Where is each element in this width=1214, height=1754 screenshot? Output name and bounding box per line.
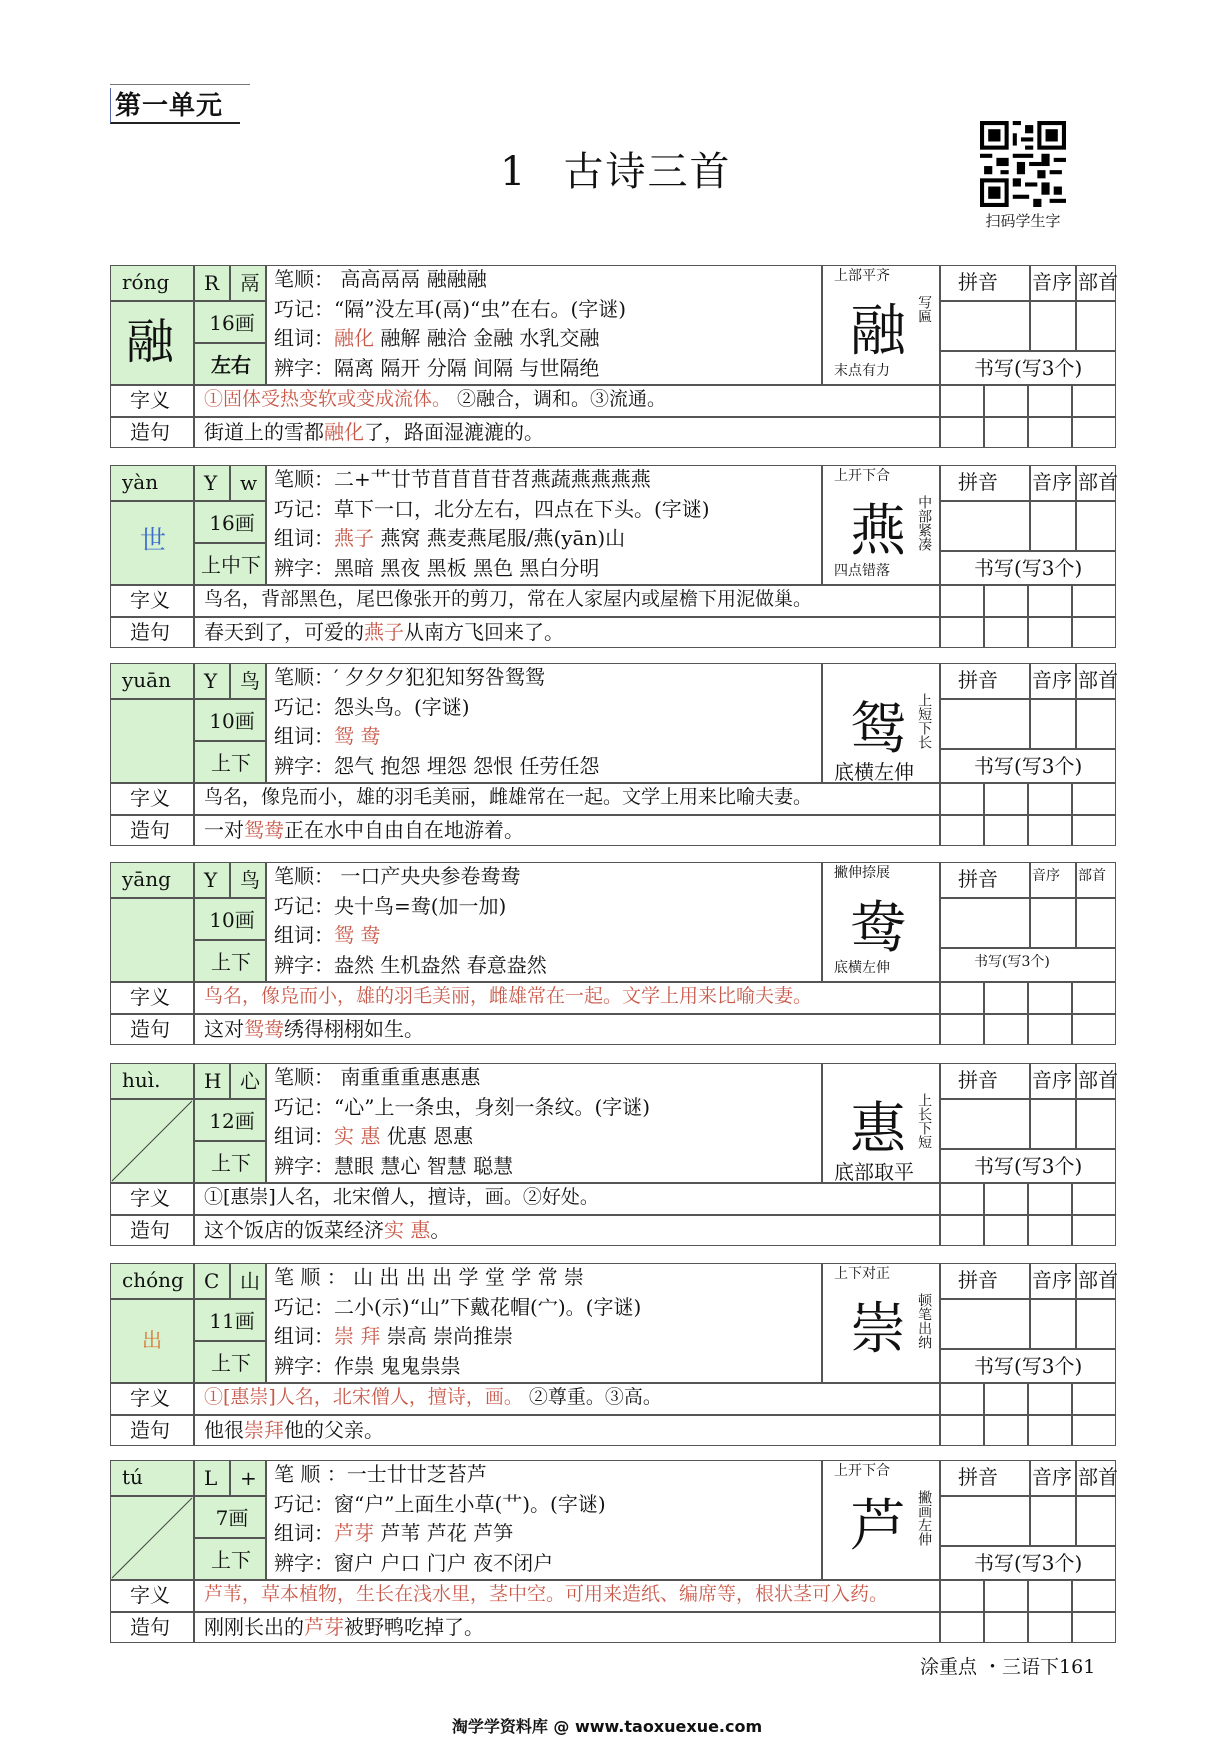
pinyin-letter: H xyxy=(204,1069,222,1093)
zuci-highlight: 燕子 xyxy=(334,526,374,550)
shuxie-header: 书写(写3个) xyxy=(974,1354,1083,1378)
bushou-write-cell xyxy=(1076,699,1116,749)
zuci-text xyxy=(274,1125,473,1148)
model-tip-bottom: 四点错落 xyxy=(834,563,890,579)
bianzi-text: 辨字：作祟 鬼鬼祟祟 xyxy=(274,1354,461,1378)
qiaoji-text: 巧记：“隔”没左耳(鬲)“虫”在右。(字谜) xyxy=(274,297,627,321)
model-tip-side: 顿笔出纳 xyxy=(916,1293,933,1349)
yinxu-header: 音序 xyxy=(1032,868,1060,884)
practice-cell xyxy=(940,1383,984,1415)
stroke-count: 12画 xyxy=(209,1109,255,1133)
practice-cell xyxy=(1028,1014,1072,1045)
ziyi-text xyxy=(204,787,812,809)
bishun-text: 笔 顺 ： 山 出 出 出 学 堂 学 常 崇 xyxy=(274,1265,584,1289)
pinyin-write-cell xyxy=(940,1099,1030,1149)
structure-text: 上中下 xyxy=(201,553,261,577)
model-tip-top: 撇伸捺展 xyxy=(834,865,890,881)
ziyi-text xyxy=(204,1584,888,1606)
zuci-label: 组词： xyxy=(274,1521,334,1545)
zuci-text xyxy=(274,1325,513,1348)
yinxu-write-cell xyxy=(1030,898,1076,948)
zaoju-label: 造句 xyxy=(130,1615,170,1639)
radical-text: 心 xyxy=(240,1069,260,1093)
zaoju-rest: 正在水中自由自在地游着。 xyxy=(284,818,524,842)
stroke-count: 16画 xyxy=(209,511,255,535)
zaoju-pre: 一对 xyxy=(204,818,244,842)
shuxie-header: 书写(写3个) xyxy=(974,356,1083,380)
practice-cell xyxy=(940,815,984,846)
zaoju-rest: 绣得栩栩如生。 xyxy=(284,1017,424,1041)
qiaoji-text: 巧记：怨头鸟。(字谜) xyxy=(274,695,470,719)
practice-cell xyxy=(940,1580,984,1612)
practice-cell xyxy=(1072,617,1116,648)
model-tip-side: 撇画左伸 xyxy=(916,1490,933,1546)
practice-cell xyxy=(1072,1215,1116,1246)
stroke-count: 7画 xyxy=(215,1506,249,1530)
character-card xyxy=(110,1263,1116,1446)
pinyin-text: yāng xyxy=(122,867,171,891)
zaoju-pre: 街道上的雪都 xyxy=(204,420,324,444)
practice-cell xyxy=(940,1183,984,1215)
practice-cell xyxy=(1028,1383,1072,1415)
ziyi-label: 字义 xyxy=(130,1186,170,1210)
ziyi-rest: ②尊重。③高。 xyxy=(522,1386,662,1408)
bushou-write-cell xyxy=(1076,898,1116,948)
ziyi-highlight: 鸟名，像凫而小，雄的羽毛美丽，雌雄常在一起。文学上用来比喻夫妻。 xyxy=(204,985,813,1007)
practice-cell xyxy=(984,617,1028,648)
pinyin-letter: Y xyxy=(204,669,218,693)
practice-cell xyxy=(1028,982,1072,1014)
practice-cell xyxy=(1072,982,1116,1014)
pinyin-text: yàn xyxy=(122,470,159,494)
stroke-count: 10画 xyxy=(209,908,255,932)
structure-text: 上下 xyxy=(211,1548,251,1572)
zuci-text xyxy=(274,924,380,947)
pinyin-write-cell xyxy=(940,699,1030,749)
bushou-header: 部首 xyxy=(1078,1465,1118,1489)
zaoju-pre: 他很 xyxy=(204,1418,244,1442)
model-tip-top: 上部平齐 xyxy=(834,268,890,284)
zaoju-highlight: 燕子 xyxy=(364,620,404,644)
char-text: 出 xyxy=(142,1328,162,1352)
qr-code-icon[interactable] xyxy=(980,121,1066,207)
bushou-header: 部首 xyxy=(1078,470,1118,494)
shuxie-header: 书写(写3个) xyxy=(974,954,1050,970)
lesson-number: 1 xyxy=(500,149,528,195)
radical-text: 山 xyxy=(240,1269,260,1293)
zuci-label: 组词： xyxy=(274,1124,334,1148)
zaoju-pre: 刚刚长出的 xyxy=(204,1615,304,1639)
zuci-rest: 燕窝 燕麦燕尾服/燕(yān)山 xyxy=(374,526,626,550)
zuci-text xyxy=(274,527,625,550)
pinyin-letter: L xyxy=(204,1466,218,1490)
character-card xyxy=(110,465,1116,648)
zaoju-rest: 了，路面湿漉漉的。 xyxy=(364,420,544,444)
zaoju-pre: 春天到了，可爱的 xyxy=(204,620,364,644)
ziyi-text xyxy=(204,986,812,1008)
practice-cell xyxy=(940,585,984,617)
practice-cell xyxy=(1028,783,1072,815)
model-character: 崇 xyxy=(850,1297,906,1362)
zaoju-text xyxy=(204,421,544,444)
zaoju-rest: 被野鸭吃掉了。 xyxy=(344,1615,484,1639)
character-card xyxy=(110,862,1116,1045)
practice-cell xyxy=(1028,815,1072,846)
bishun-text: 笔顺： 高高鬲鬲 融融融 xyxy=(274,267,487,291)
zaoju-highlight: 实 惠 xyxy=(384,1218,431,1242)
zaoju-highlight: 鸳鸯 xyxy=(244,1017,284,1041)
zuci-highlight: 鸳 鸯 xyxy=(334,923,381,947)
zaoju-rest: 。 xyxy=(430,1218,451,1242)
bushou-header: 部首 xyxy=(1078,868,1106,884)
zaoju-highlight: 融化 xyxy=(324,420,364,444)
practice-cell xyxy=(1072,1415,1116,1446)
bushou-write-cell xyxy=(1076,1299,1116,1349)
zuci-label: 组词： xyxy=(274,923,334,947)
pinyin-text: chóng xyxy=(122,1268,184,1292)
pinyin-text: róng xyxy=(122,270,170,294)
practice-cell xyxy=(1072,783,1116,815)
diagonal-line-icon xyxy=(110,1099,194,1183)
radical-text: w xyxy=(240,471,258,495)
practice-cell xyxy=(984,1014,1028,1045)
practice-cell xyxy=(984,1383,1028,1415)
bushou-write-cell xyxy=(1076,1496,1116,1546)
pinyin-text: yuān xyxy=(122,668,171,692)
pinyin-write-cell xyxy=(940,898,1030,948)
practice-cell xyxy=(940,1612,984,1643)
yinxu-write-cell xyxy=(1030,1496,1076,1546)
ziyi-rest: ②融合，调和。③流通。 xyxy=(451,388,667,410)
shuxie-header: 书写(写3个) xyxy=(974,556,1083,580)
zuci-label: 组词： xyxy=(274,1324,334,1348)
model-tip-side: 中部紧凑 xyxy=(916,495,933,551)
pinyin-letter: C xyxy=(204,1269,220,1293)
model-character: 芦 xyxy=(850,1494,906,1559)
practice-cell xyxy=(1028,385,1072,417)
char-cell xyxy=(110,898,194,982)
zaoju-text xyxy=(204,1018,424,1041)
model-tip-top: 上开下合 xyxy=(834,1463,890,1479)
practice-cell xyxy=(984,1612,1028,1643)
bishun-text: 笔顺： 一口产央央参卷鸯鸯 xyxy=(274,864,521,888)
model-tip-top: 上开下合 xyxy=(834,468,890,484)
yinxu-write-cell xyxy=(1030,699,1076,749)
zaoju-pre: 这对 xyxy=(204,1017,244,1041)
zaoju-label: 造句 xyxy=(130,1218,170,1242)
bianzi-text: 辨字：盎然 生机盎然 春意盎然 xyxy=(274,953,547,977)
yinxu-write-cell xyxy=(1030,1299,1076,1349)
practice-cell xyxy=(940,982,984,1014)
zaoju-text xyxy=(204,621,564,644)
practice-cell xyxy=(1028,1612,1072,1643)
zaoju-text xyxy=(204,1219,450,1242)
zuci-text xyxy=(274,327,599,350)
ziyi-text xyxy=(204,589,812,611)
pinyin-header: 拼音 xyxy=(958,1465,998,1489)
yinxu-header: 音序 xyxy=(1032,1465,1072,1489)
model-tip-bottom: 底横左伸 xyxy=(834,760,914,784)
practice-cell xyxy=(1028,1580,1072,1612)
structure-text: 上下 xyxy=(211,751,251,775)
pinyin-write-cell xyxy=(940,1496,1030,1546)
zuci-label: 组词： xyxy=(274,526,334,550)
practice-cell xyxy=(984,815,1028,846)
zaoju-highlight: 鸳鸯 xyxy=(244,818,284,842)
zaoju-rest: 从南方飞回来了。 xyxy=(404,620,564,644)
zuci-rest: 融解 融洽 金融 水乳交融 xyxy=(374,326,600,350)
practice-cell xyxy=(940,1014,984,1045)
ziyi-text xyxy=(204,389,666,411)
practice-cell xyxy=(940,1215,984,1246)
practice-cell xyxy=(1028,617,1072,648)
zaoju-text xyxy=(204,1616,484,1639)
bianzi-text: 辨字：黑暗 黑夜 黑板 黑色 黑白分明 xyxy=(274,556,600,580)
zaoju-highlight: 芦芽 xyxy=(304,1615,344,1639)
pinyin-write-cell xyxy=(940,301,1030,351)
zuci-highlight: 融化 xyxy=(334,326,374,350)
zuci-text xyxy=(274,725,380,748)
zuci-highlight: 实 惠 xyxy=(334,1124,381,1148)
yinxu-write-cell xyxy=(1030,501,1076,551)
pinyin-letter: Y xyxy=(204,868,218,892)
zuci-rest: 崇高 崇尚推崇 xyxy=(380,1324,514,1348)
ziyi-highlight: ①[惠崇]人名，北宋僧人，擅诗，画。 xyxy=(204,1386,523,1408)
radical-text: 鬲 xyxy=(240,271,260,295)
ziyi-label: 字义 xyxy=(130,786,170,810)
bushou-header: 部首 xyxy=(1078,1068,1118,1092)
stroke-count: 10画 xyxy=(209,709,255,733)
yinxu-write-cell xyxy=(1030,1099,1076,1149)
pinyin-header: 拼音 xyxy=(958,668,998,692)
practice-cell xyxy=(940,617,984,648)
pinyin-text: huì. xyxy=(122,1068,161,1092)
model-character: 鸯 xyxy=(850,896,906,961)
bishun-text: 笔顺： 南重重重惠惠惠 xyxy=(274,1065,481,1089)
structure-text: 上下 xyxy=(211,1351,251,1375)
bushou-header: 部首 xyxy=(1078,270,1118,294)
shuxie-header: 书写(写3个) xyxy=(974,1154,1083,1178)
yinxu-header: 音序 xyxy=(1032,1068,1072,1092)
char-text: 世 xyxy=(140,526,167,556)
zuci-rest: 优惠 恩惠 xyxy=(380,1124,474,1148)
qiaoji-text: 巧记：窗“户”上面生小草(艹)。(字谜) xyxy=(274,1492,606,1516)
zuci-text xyxy=(274,1522,513,1545)
bianzi-text: 辨字：窗户 户口 门户 夜不闭户 xyxy=(274,1551,554,1575)
ziyi-highlight: 芦苇，草本植物，生长在浅水里，茎中空。可用来造纸、编席等，根状茎可入药。 xyxy=(204,1583,889,1605)
ziyi-rest: 鸟名，像凫而小，雄的羽毛美丽，雌雄常在一起。文学上用来比喻夫妻。 xyxy=(204,786,813,808)
site-watermark: 淘学学资料库 @ www.taoxuexue.com xyxy=(451,1717,763,1736)
practice-cell xyxy=(984,1215,1028,1246)
practice-cell xyxy=(984,1183,1028,1215)
ziyi-rest: 鸟名，背部黑色，尾巴像张开的剪刀，常在人家屋内或屋檐下用泥做巢。 xyxy=(204,588,813,610)
qiaoji-text: 巧记：“心”上一条虫，身刻一条纹。(字谜) xyxy=(274,1095,651,1119)
bishun-text: 笔顺：二+艹廿节苜苜苜苷苕燕蔬燕燕燕燕 xyxy=(274,467,651,491)
zuci-label: 组词： xyxy=(274,326,334,350)
yinxu-header: 音序 xyxy=(1032,1268,1072,1292)
model-tip-side: 写匾 xyxy=(916,295,933,323)
practice-cell xyxy=(1072,815,1116,846)
char-cell xyxy=(110,699,194,783)
structure-text: 上下 xyxy=(211,950,251,974)
practice-cell xyxy=(1072,1383,1116,1415)
zuci-label: 组词： xyxy=(274,724,334,748)
practice-cell xyxy=(1072,1580,1116,1612)
practice-cell xyxy=(1072,1183,1116,1215)
qiaoji-text: 巧记：草下一口，北分左右，四点在下头。(字谜) xyxy=(274,497,710,521)
practice-cell xyxy=(984,585,1028,617)
practice-cell xyxy=(1072,1014,1116,1045)
ziyi-label: 字义 xyxy=(130,588,170,612)
zaoju-text xyxy=(204,1419,384,1442)
practice-cell xyxy=(1072,385,1116,417)
practice-cell xyxy=(940,417,984,448)
unit-title: 第一单元 xyxy=(110,88,240,124)
lesson-title xyxy=(500,140,731,197)
practice-cell xyxy=(1028,417,1072,448)
practice-cell xyxy=(1028,585,1072,617)
radical-text: + xyxy=(240,1466,257,1490)
model-character: 鸳 xyxy=(850,697,906,762)
zaoju-label: 造句 xyxy=(130,620,170,644)
bushou-header: 部首 xyxy=(1078,668,1118,692)
bianzi-text: 辨字：隔离 隔开 分隔 间隔 与世隔绝 xyxy=(274,356,600,380)
radical-text: 鸟 xyxy=(240,669,260,693)
zaoju-label: 造句 xyxy=(130,818,170,842)
bushou-header: 部首 xyxy=(1078,1268,1118,1292)
yinxu-write-cell xyxy=(1030,301,1076,351)
character-card xyxy=(110,663,1116,846)
pinyin-header: 拼音 xyxy=(958,1068,998,1092)
page-number: 涂重点 ・三语下161 xyxy=(920,1656,1096,1678)
ziyi-text xyxy=(204,1387,662,1409)
bishun-text: 笔 顺 ：一士廿廿芝苔芦 xyxy=(274,1462,487,1486)
zaoju-label: 造句 xyxy=(130,1017,170,1041)
practice-cell xyxy=(1028,1415,1072,1446)
shuxie-header: 书写(写3个) xyxy=(974,1551,1083,1575)
shuxie-header: 书写(写3个) xyxy=(974,754,1083,778)
pinyin-header: 拼音 xyxy=(958,867,998,891)
ziyi-highlight: ①固体受热变软或变成流体。 xyxy=(204,388,452,410)
zuci-highlight: 鸳 鸯 xyxy=(334,724,381,748)
practice-cell xyxy=(984,982,1028,1014)
big-character: 融 xyxy=(126,314,175,370)
practice-cell xyxy=(1028,1215,1072,1246)
practice-cell xyxy=(1072,417,1116,448)
zuci-rest: 芦苇 芦花 芦笋 xyxy=(374,1521,514,1545)
practice-cell xyxy=(1072,1612,1116,1643)
zaoju-label: 造句 xyxy=(130,420,170,444)
model-character: 燕 xyxy=(850,499,906,564)
practice-cell xyxy=(984,783,1028,815)
practice-cell xyxy=(1028,1183,1072,1215)
diagonal-line-icon xyxy=(110,1496,194,1580)
model-tip-side: 上短下长 xyxy=(916,693,933,749)
qiaoji-text: 巧记：二小(示)“山”下戴花帽(宀)。(字谜) xyxy=(274,1295,642,1319)
stroke-count: 11画 xyxy=(209,1309,255,1333)
radical-text: 鸟 xyxy=(240,868,260,892)
practice-cell xyxy=(940,385,984,417)
model-tip-top: 上下对正 xyxy=(834,1266,890,1282)
practice-cell xyxy=(984,1415,1028,1446)
ziyi-rest: ①[惠崇]人名，北宋僧人，擅诗，画。②好处。 xyxy=(204,1186,599,1208)
bianzi-text: 辨字：慧眼 慧心 智慧 聪慧 xyxy=(274,1154,514,1178)
character-card xyxy=(110,1460,1116,1643)
ziyi-label: 字义 xyxy=(130,985,170,1009)
zaoju-text xyxy=(204,819,524,842)
ziyi-text xyxy=(204,1187,599,1209)
pinyin-header: 拼音 xyxy=(958,470,998,494)
bushou-write-cell xyxy=(1076,301,1116,351)
practice-cell xyxy=(984,1580,1028,1612)
zaoju-pre: 这个饭店的饭菜经济 xyxy=(204,1218,384,1242)
pinyin-letter: R xyxy=(204,271,220,295)
zuci-highlight: 芦芽 xyxy=(334,1521,374,1545)
pinyin-write-cell xyxy=(940,1299,1030,1349)
model-character: 融 xyxy=(850,299,906,364)
qiaoji-text: 巧记：央十鸟=鸯(加一加) xyxy=(274,894,507,918)
character-card xyxy=(110,1063,1116,1246)
practice-cell xyxy=(984,385,1028,417)
ziyi-label: 字义 xyxy=(130,388,170,412)
practice-cell xyxy=(984,417,1028,448)
structure-text: 上下 xyxy=(211,1151,251,1175)
pinyin-header: 拼音 xyxy=(958,270,998,294)
bushou-write-cell xyxy=(1076,501,1116,551)
pinyin-write-cell xyxy=(940,501,1030,551)
zaoju-rest: 他的父亲。 xyxy=(284,1418,384,1442)
yinxu-header: 音序 xyxy=(1032,470,1072,494)
practice-cell xyxy=(940,783,984,815)
zaoju-label: 造句 xyxy=(130,1418,170,1442)
character-card xyxy=(110,265,1116,448)
yinxu-header: 音序 xyxy=(1032,668,1072,692)
structure-text: 左右 xyxy=(211,353,251,377)
zuci-highlight: 崇 拜 xyxy=(334,1324,381,1348)
model-tip-bottom: 底部取平 xyxy=(834,1160,914,1184)
lesson-name: 古诗三首 xyxy=(563,149,732,195)
ziyi-label: 字义 xyxy=(130,1583,170,1607)
pinyin-header: 拼音 xyxy=(958,1268,998,1292)
bushou-write-cell xyxy=(1076,1099,1116,1149)
zaoju-highlight: 崇拜 xyxy=(244,1418,284,1442)
practice-cell xyxy=(1072,585,1116,617)
pinyin-letter: Y xyxy=(204,471,218,495)
model-tip-bottom: 底横左伸 xyxy=(834,960,890,976)
practice-cell xyxy=(940,1415,984,1446)
yinxu-header: 音序 xyxy=(1032,270,1072,294)
bianzi-text: 辨字：怨气 抱怨 埋怨 怨恨 任劳任怨 xyxy=(274,754,600,778)
model-tip-bottom: 末点有力 xyxy=(834,363,890,379)
model-character: 惠 xyxy=(850,1097,906,1162)
model-tip-side: 上长下短 xyxy=(916,1093,933,1149)
ziyi-label: 字义 xyxy=(130,1386,170,1410)
bishun-text: 笔顺：′ 夕夕夕犯犯知努咎鸳鸳 xyxy=(274,665,545,689)
qr-caption: 扫码学生字 xyxy=(985,212,1061,230)
pinyin-text: tú xyxy=(122,1465,143,1489)
stroke-count: 16画 xyxy=(209,311,255,335)
